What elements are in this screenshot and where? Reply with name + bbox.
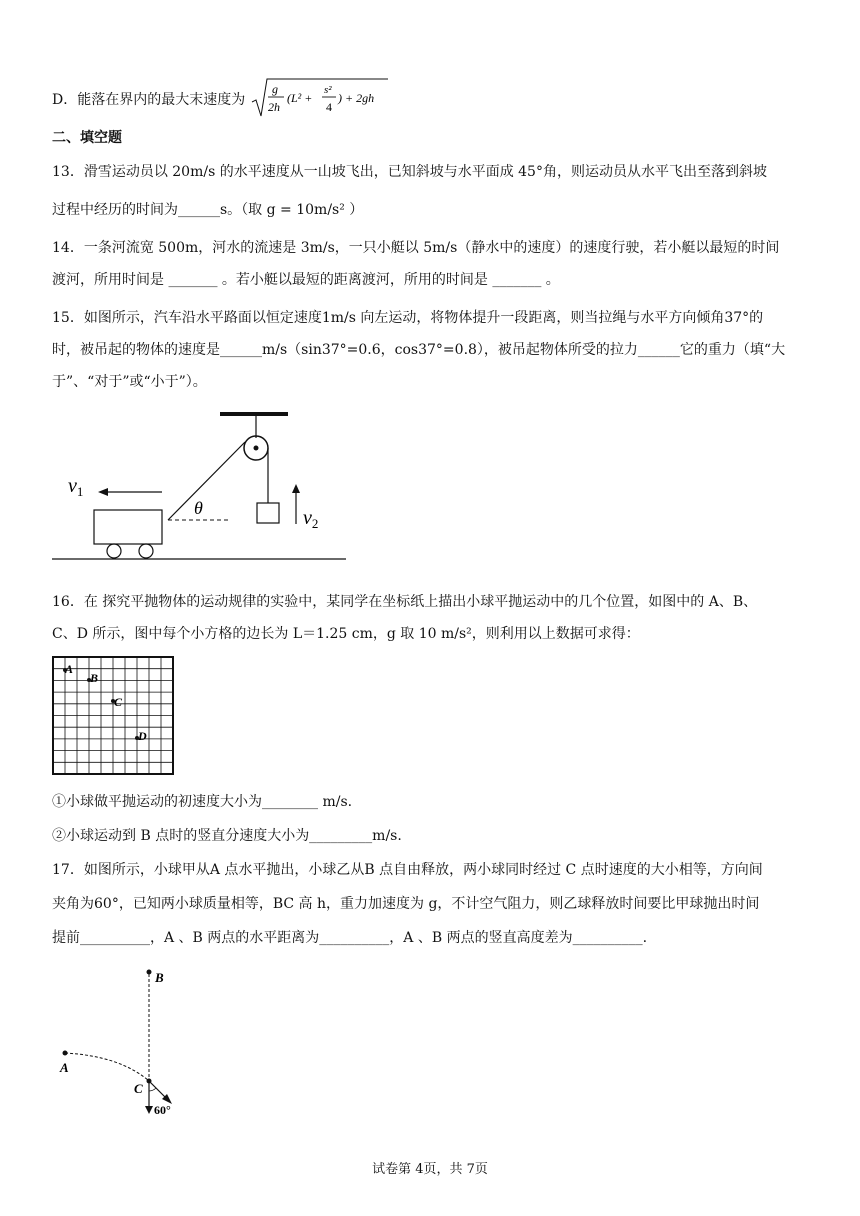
q16-line2: C、D 所示，图中每个小方格的边长为 L＝1.25 cm，g 取 10 m/s²，则利用以上数据可求得： <box>52 626 640 642</box>
q14-line1: 14．一条河流宽 500m，河水的流速是 3m/s，一只小艇以 5m/s（静水中的速度）的速度行驶，若小艇以最短的时间 <box>52 240 780 256</box>
point-b-dot <box>147 970 152 975</box>
q17-line2: 夹角为60°，已知两小球质量相等，BC 高 h，重力加速度为 g，不计空气阻力，则乙球释放时间要比甲球抛出时间 <box>52 896 760 912</box>
hanging-block <box>257 503 279 523</box>
section-title: 二、填空题 <box>52 130 122 146</box>
q17-line3: 提前__________，A 、B 两点的水平距离为__________，A 、B 两点的竖直高度差为__________. <box>52 930 648 946</box>
formula-L2: (L² + <box>286 91 313 105</box>
q17-line1: 17．如图所示，小球甲从A 点水平抛出，小球乙从B 点自由释放，两小球同时经过 C 点时速度的大小相等，方向间 <box>52 862 763 878</box>
theta-label: θ <box>194 498 203 518</box>
point-a-label: A <box>65 662 74 676</box>
formula-g: g <box>271 82 278 96</box>
formula-4: 4 <box>325 100 332 114</box>
q14-line2: 渡河，所用时间是 _______ 。若小艇以最短的距离渡河，所用的时间是 _______ 。 <box>52 272 560 288</box>
v1-label: $v_1$ <box>68 475 84 499</box>
formula-2h: 2h <box>267 100 280 114</box>
q13-line1: 13．滑雪运动员以 20m/s 的水平速度从一山坡飞出，已知斜坡与水平面成 45°角，则运动员从水平飞出至落到斜坡 <box>52 164 767 180</box>
option-d-text: D．能落在界内的最大末速度为 <box>52 92 246 108</box>
point-c-label: C <box>114 695 123 709</box>
car-wheel-left <box>107 544 121 558</box>
q16-sub1: ①小球做平抛运动的初速度大小为________ m/s. <box>52 794 353 810</box>
q15-line3: 于”、“对于”或“小于”）。 <box>52 374 207 390</box>
fig-angle-label: 60° <box>154 1103 171 1117</box>
point-b-label: B <box>90 671 99 685</box>
formula-s2: s² <box>323 84 332 96</box>
option-d <box>52 78 812 122</box>
q15-line2: 时，被吊起的物体的速度是______m/s（sin37°=0.6，cos37°=0.8），被吊起物体所受的拉力______它的重力（填“大 <box>52 342 786 358</box>
page-footer: 试卷第 4页，共 7页 <box>372 1162 488 1177</box>
fig-label-c: C <box>134 1081 143 1096</box>
max-velocity-formula <box>250 76 390 120</box>
q16-sub2: ②小球运动到 B 点时的竖直分速度大小为_________m/s. <box>52 828 402 844</box>
fig-label-a: A <box>60 1060 69 1075</box>
coordinate-grid-figure <box>52 656 176 780</box>
car-pulley-figure <box>40 400 360 570</box>
car-wheel-right <box>139 544 153 558</box>
projectile-figure <box>50 960 200 1120</box>
point-d-label: D <box>138 729 147 743</box>
q13-line2: 过程中经历的时间为______s。（取 g = 10m/s² ） <box>52 202 364 218</box>
q15-line1: 15．如图所示，汽车沿水平路面以恒定速度1m/s 向左运动，将物体提升一段距离，则当拉绳与水平方向倾角37°的 <box>52 310 764 326</box>
v2-label: $v_2$ <box>303 507 319 531</box>
q16-line1: 16．在 探究平抛物体的运动规律的实验中，某同学在坐标纸上描出小球平抛运动中的几个位置，如图中的 A、B、 <box>52 594 758 610</box>
car-body <box>94 510 162 544</box>
fig-label-b: B <box>155 970 164 985</box>
formula-tail: ) + 2gh <box>337 91 374 105</box>
